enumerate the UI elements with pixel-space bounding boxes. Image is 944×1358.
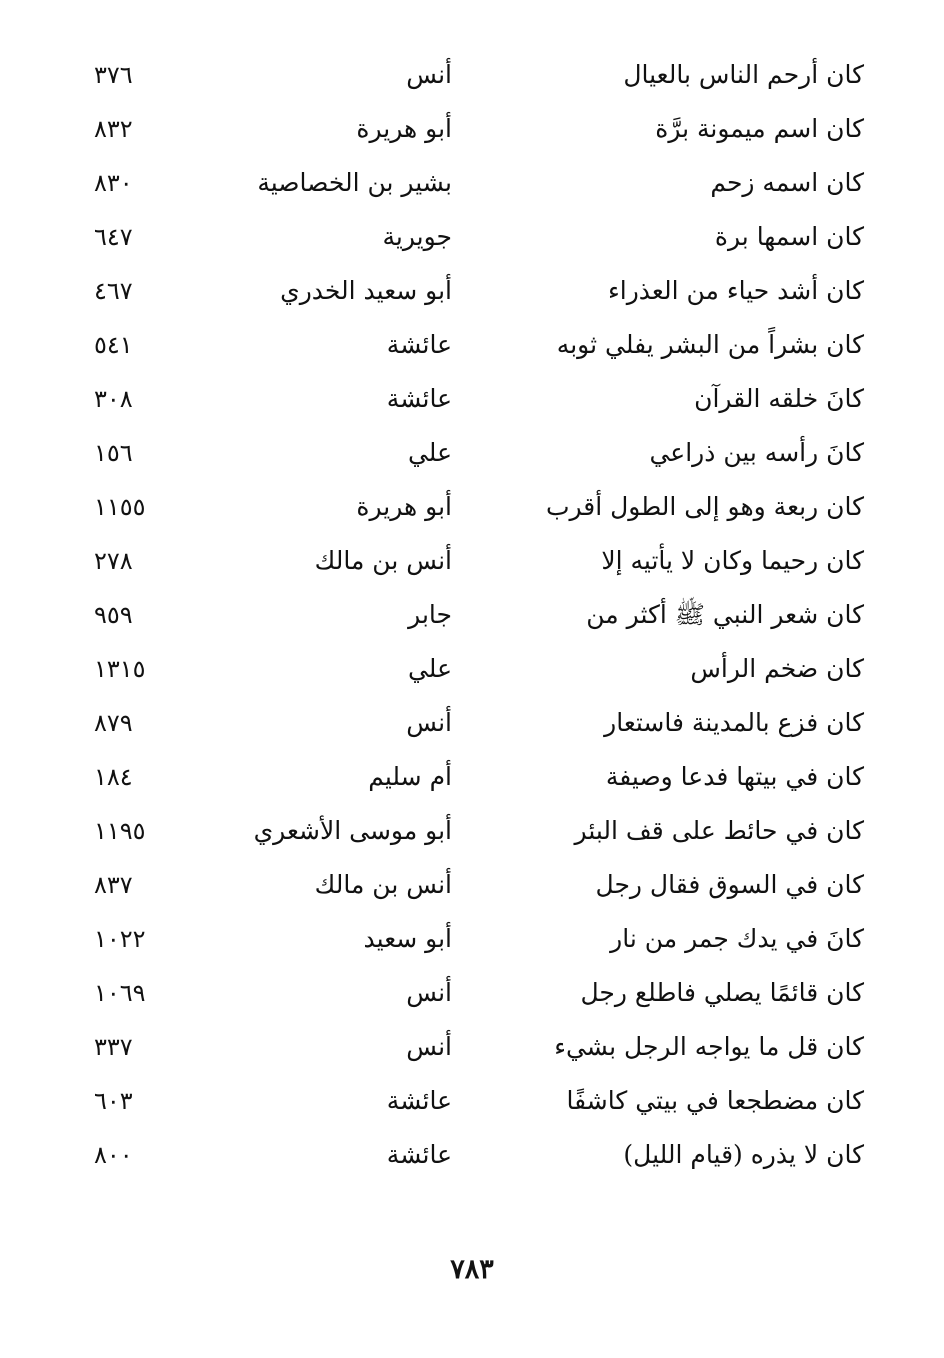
page-reference: ١٥٦ (94, 439, 133, 467)
hadith-text: كان ربعة وهو إلى الطول أقرب (545, 492, 864, 521)
table-row (80, 804, 870, 858)
hadith-text: كان اسم ميمونة برَّة (655, 114, 864, 143)
narrator: أبو هريرة (356, 492, 452, 521)
table-row (80, 966, 870, 1020)
table-row (80, 264, 870, 318)
page-reference: ٣٠٨ (94, 385, 133, 413)
hadith-text: كان قل ما يواجه الرجل بشيء (554, 1032, 864, 1061)
narrator: عائشة (386, 384, 452, 413)
table-row (80, 696, 870, 750)
narrator: بشير بن الخصاصية (257, 168, 452, 197)
hadith-text: كان في حائط على قف البئر (574, 816, 864, 845)
hadith-text: كانَ خلقه القرآن (694, 384, 864, 413)
narrator: عائشة (386, 330, 452, 359)
table-row (80, 48, 870, 102)
hadith-index-table (80, 48, 870, 1182)
page-reference: ١١٥٥ (94, 493, 146, 521)
hadith-text: كان اسمها برة (714, 222, 864, 251)
hadith-text: كان أرحم الناس بالعيال (623, 60, 864, 89)
narrator: جابر (408, 600, 452, 629)
table-row (80, 480, 870, 534)
hadith-text: كان رحيما وكان لا يأتيه إلا (601, 546, 864, 575)
narrator: علي (407, 438, 452, 467)
table-row (80, 318, 870, 372)
page-reference: ٢٧٨ (94, 547, 133, 575)
page-reference: ٤٦٧ (94, 277, 133, 305)
hadith-text: كان في بيتها فدعا وصيفة (605, 762, 864, 791)
hadith-text: كان لا يذره (قيام الليل) (623, 1140, 864, 1169)
table-row (80, 1128, 870, 1182)
narrator: أنس (406, 1032, 452, 1061)
narrator: جويرية (382, 222, 452, 251)
page-reference: ٦٤٧ (94, 223, 133, 251)
narrator: أنس (406, 978, 452, 1007)
narrator: أبو سعيد (363, 924, 452, 953)
hadith-text: كان مضطجعا في بيتي كاشفًا (566, 1086, 864, 1115)
table-row (80, 372, 870, 426)
hadith-text: كان بشراً من البشر يفلي ثوبه (556, 330, 864, 359)
page-reference: ٩٥٩ (94, 601, 133, 629)
page-reference: ١٨٤ (94, 763, 133, 791)
narrator: أبو سعيد الخدري (280, 276, 452, 305)
hadith-text: كانَ رأسه بين ذراعي (649, 438, 864, 467)
narrator: أبو هريرة (356, 114, 452, 143)
page-reference: ١٠٦٩ (94, 979, 146, 1007)
page-reference: ٨٣٠ (94, 169, 133, 197)
page-reference: ٨٣٢ (94, 115, 133, 143)
hadith-text: كان قائمًا يصلي فاطلع رجل (580, 978, 864, 1007)
table-row (80, 750, 870, 804)
page-reference: ٣٣٧ (94, 1033, 133, 1061)
table-row (80, 912, 870, 966)
hadith-text: كان في السوق فقال رجل (595, 870, 864, 899)
page-reference: ٥٤١ (94, 331, 133, 359)
hadith-text: كان فزع بالمدينة فاستعار (604, 708, 864, 737)
table-row (80, 426, 870, 480)
table-row (80, 1020, 870, 1074)
table-row (80, 1074, 870, 1128)
hadith-text: كان ضخم الرأس (690, 654, 864, 683)
hadith-text: كان اسمه زحم (710, 168, 864, 197)
narrator: أنس (406, 60, 452, 89)
page-reference: ٨٧٩ (94, 709, 133, 737)
hadith-text: كان أشد حياء من العذراء (608, 276, 864, 305)
table-row (80, 858, 870, 912)
narrator: عائشة (386, 1086, 452, 1115)
page-reference: ٨٠٠ (94, 1141, 133, 1169)
narrator: أنس بن مالك (314, 870, 452, 899)
hadith-text: كان شعر النبي ﷺ أكثر من (586, 600, 864, 629)
narrator: أنس (406, 708, 452, 737)
narrator: أنس بن مالك (314, 546, 452, 575)
page-reference: ١٠٢٢ (94, 925, 146, 953)
hadith-text: كانَ في يدك جمر من نار (610, 924, 864, 953)
table-row (80, 102, 870, 156)
narrator: عائشة (386, 1140, 452, 1169)
table-row (80, 642, 870, 696)
page-reference: ١٣١٥ (94, 655, 146, 683)
narrator: علي (407, 654, 452, 683)
table-row (80, 156, 870, 210)
table-row (80, 210, 870, 264)
narrator: أبو موسى الأشعري (253, 816, 452, 845)
table-row (80, 588, 870, 642)
page-reference: ٦٠٣ (94, 1087, 133, 1115)
table-row (80, 534, 870, 588)
page-number: ٧٨٣ (450, 1254, 494, 1285)
page-reference: ٣٧٦ (94, 61, 133, 89)
narrator: أم سليم (368, 762, 452, 791)
page-reference: ١١٩٥ (94, 817, 146, 845)
page-reference: ٨٣٧ (94, 871, 133, 899)
